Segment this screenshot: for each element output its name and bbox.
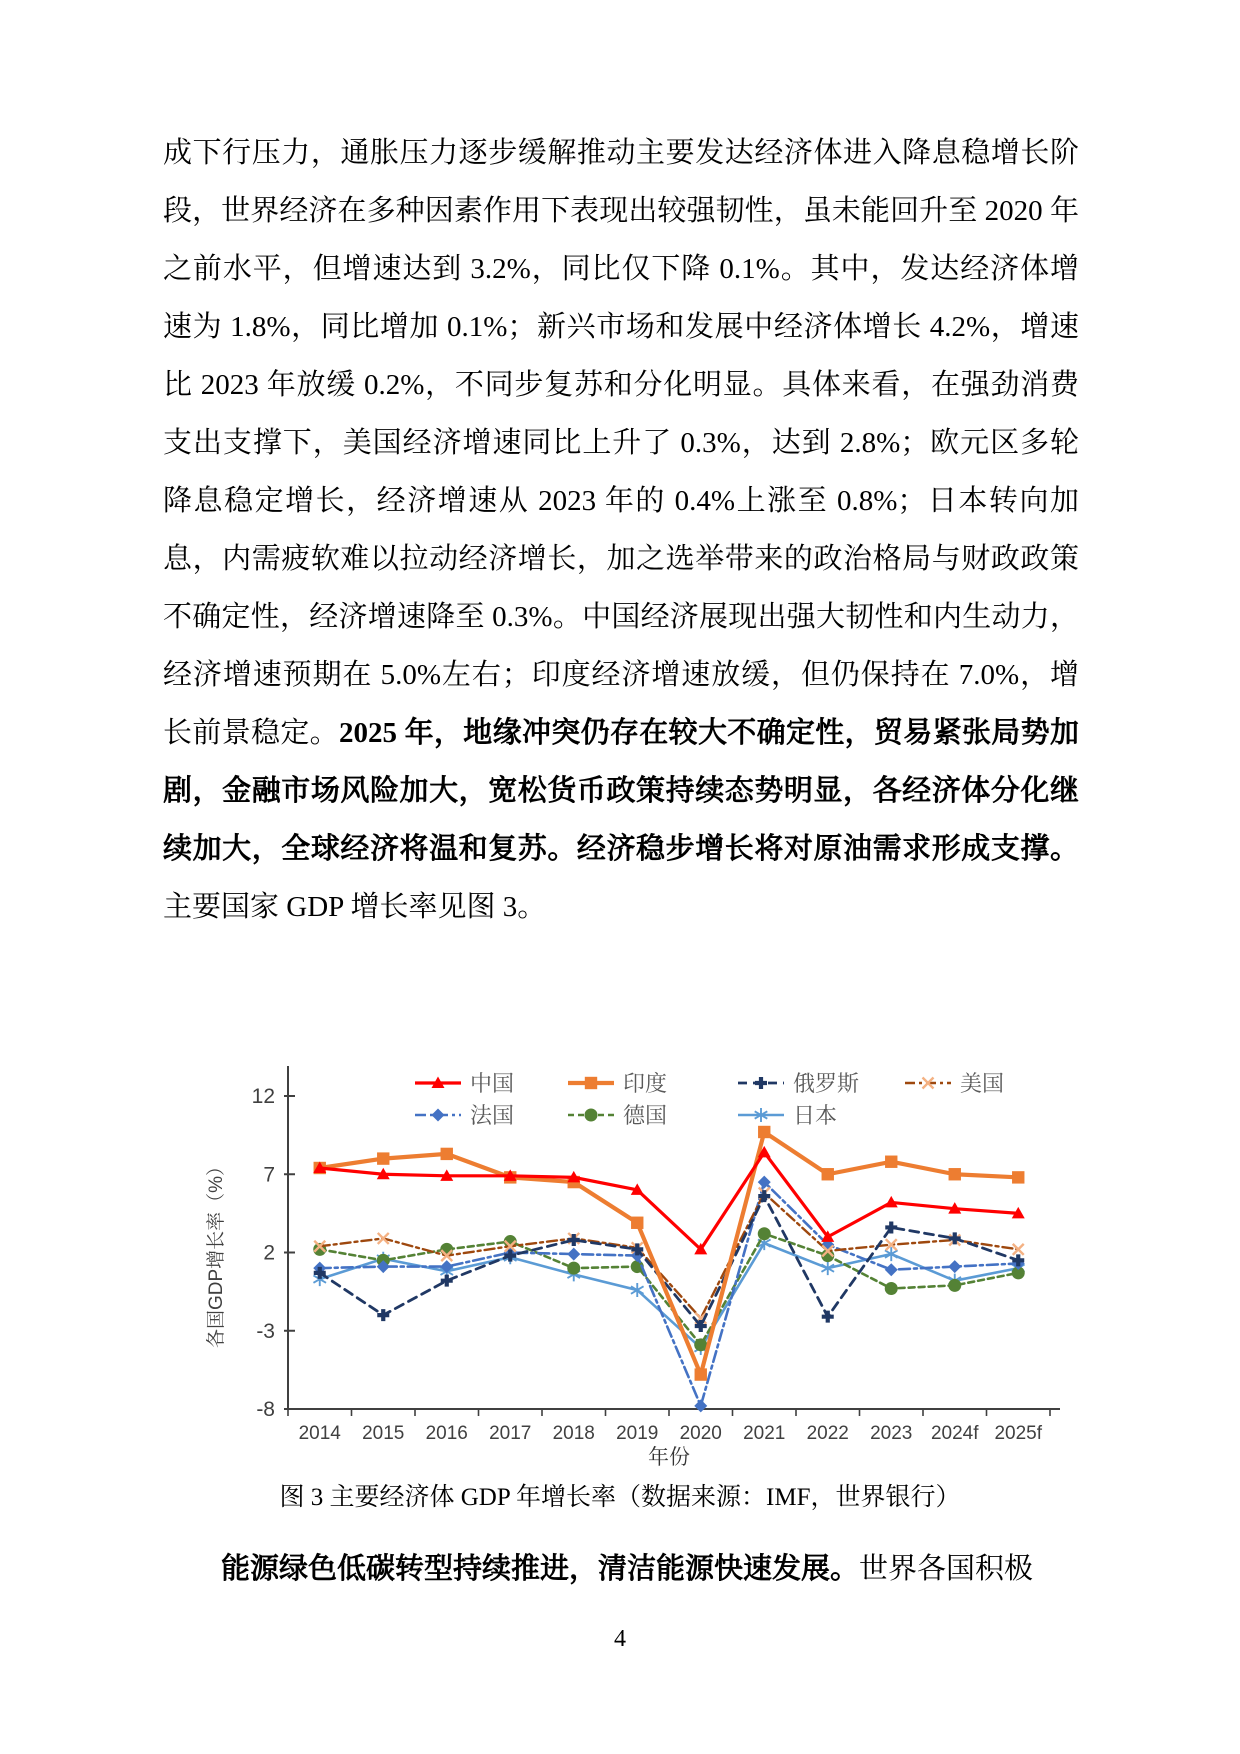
svg-text:印度: 印度 [623, 1071, 668, 1096]
figure-caption: 图 3 主要经济体 GDP 年增长率（数据来源：IMF，世界银行） [279, 1484, 961, 1511]
svg-text:2021: 2021 [743, 1423, 786, 1444]
svg-text:德国: 德国 [623, 1103, 668, 1128]
svg-text:2022: 2022 [806, 1423, 849, 1444]
paragraph1-bold: 2025 年，地缘冲突仍存在较大不确定性，贸易紧张局势加剧，金融市场风险加大，宽松货币政策持续态势明显，各经济体分化继续加大，全球经济将温和复苏。经济稳步增长将对原油需求形成支撑。 [163, 717, 1079, 865]
paragraph1-normal-end: 主要国家 GDP 增长率见图 3。 [163, 891, 547, 923]
svg-text:2016: 2016 [425, 1423, 468, 1444]
svg-text:7: 7 [263, 1163, 275, 1187]
svg-text:2018: 2018 [552, 1423, 595, 1444]
svg-text:2025f: 2025f [994, 1423, 1043, 1444]
svg-text:2019: 2019 [616, 1423, 659, 1444]
svg-text:-8: -8 [256, 1398, 275, 1421]
svg-text:中国: 中国 [470, 1071, 515, 1096]
svg-text:俄罗斯: 俄罗斯 [793, 1071, 860, 1096]
paragraph-world-economy [163, 124, 1079, 936]
svg-text:2020: 2020 [679, 1423, 722, 1444]
svg-text:2017: 2017 [489, 1423, 532, 1444]
svg-text:2015: 2015 [362, 1423, 405, 1444]
paragraph-energy-transition [163, 1540, 1079, 1598]
paragraph2-bold: 能源绿色低碳转型持续推进，清洁能源快速发展。 [221, 1553, 860, 1585]
series-中国 [313, 1146, 1025, 1255]
svg-text:2014: 2014 [298, 1423, 341, 1444]
svg-text:法国: 法国 [470, 1103, 515, 1128]
svg-text:2024f: 2024f [930, 1423, 979, 1444]
svg-text:美国: 美国 [960, 1071, 1005, 1096]
gdp-line-chart [200, 1053, 1070, 1471]
page-number: 4 [614, 1626, 626, 1652]
paragraph1-normal-start: 成下行压力，通胀压力逐步缓解推动主要发达经济体进入降息稳增长阶段，世界经济在多种因素作用下表现出较强韧性，虽未能回升至 2020 年之前水平，但增速达到 3.2%，同比仅下降 0.1%。其中，发达经济体增速为 1.8%，同比增加 0.1%；新兴市场和发展中经济体增长 4.2%，增速比 2023 年放缓 0.2%，不同步复苏和分化明显。具体来看，在强劲消费支出支撑下，美国经济增速同比上升了 0.3%，达到 2.8%；欧元区多轮降息稳定增长，经济增速从 2023 年的 0.4%上涨至 0.8%；日本转向加息，内需疲软难以拉动经济增长，加之选举带来的政治格局与财政政策不确定性，经济增速降至 0.3%。中国经济展现出强大韧性和内生动力，经济增速预期在 5.0%左右；印度经济增速放缓，但仍保持在 7.0%，增长前景稳定。 [163, 137, 1079, 749]
svg-text:2023: 2023 [870, 1423, 913, 1444]
gdp-chart-figure [200, 1053, 1070, 1471]
chart-legend [415, 1071, 1004, 1128]
svg-text:日本: 日本 [793, 1103, 838, 1128]
svg-text:-3: -3 [256, 1319, 275, 1343]
svg-text:12: 12 [251, 1085, 275, 1108]
svg-text:2: 2 [263, 1241, 275, 1265]
series-俄罗斯 [314, 1190, 1025, 1332]
svg-text:各国GDP增长率（%）: 各国GDP增长率（%） [206, 1156, 227, 1349]
paragraph2-normal: 世界各国积极 [859, 1553, 1034, 1585]
svg-text:年份: 年份 [648, 1446, 690, 1469]
